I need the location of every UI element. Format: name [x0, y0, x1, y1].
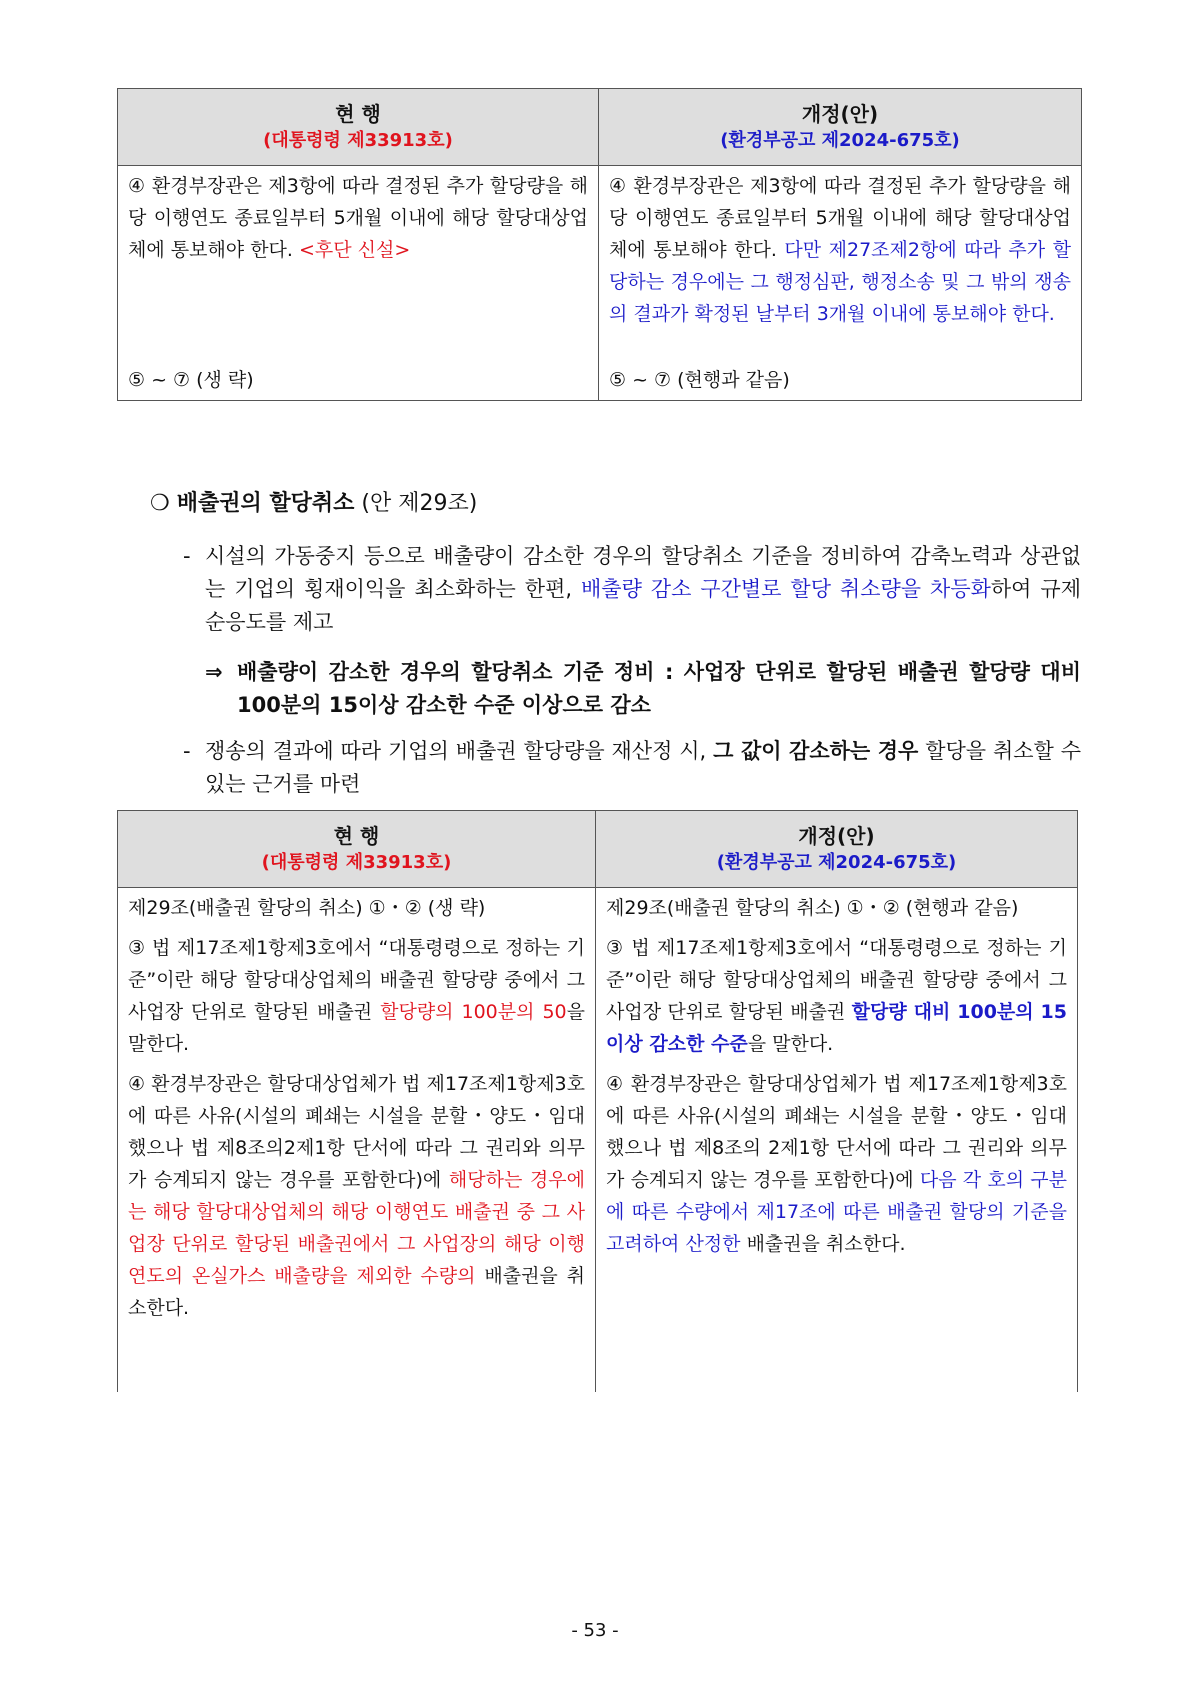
amended-text: 다만 제27조제2항에 따라 추가 할당하는 경우에는 그 행정심판, 행정소송 및 그 밖의 쟁송의 결과가 확정된 날부터 3개월 이내에 통보해야 한다.: [609, 239, 1071, 325]
clause-4-amendment: ④ 환경부장관은 할당대상업체가 법 제17조제1항제3호에 따른 사유(시설의 폐쇄는 시설을 분할・양도・임대했으나 법 제8조의 2제1항 단서에 따라 그 권리와 의무가 승계되지 않는 경우를 포함한다)에 다음 각 호의 구분에 따른 수량에서 제17조에 따른 배출권 할당의 기준을 고려하여 산정한 배출권을 취소한다.: [606, 1073, 1067, 1255]
comparison-table-2: [117, 810, 1078, 1392]
section-heading: [150, 487, 477, 521]
comparison-table-1: [117, 88, 1082, 401]
clause-5-7-current: ⑤ ~ ⑦ (생 략): [128, 369, 254, 391]
article-29-title-amendment: 제29조(배출권 할당의 취소) ①・② (현행과 같음): [606, 897, 1019, 919]
header-subtitle: (환경부공고 제2024-675호): [716, 852, 957, 873]
deleted-text: 할당량의 100분의 50: [380, 1001, 567, 1023]
clause-3-amendment: ③ 법 제17조제1항제3호에서 “대통령령으로 정하는 기준”이란 해당 할당대상업체의 배출권 할당량 중에서 그 사업장 단위로 할당된 배출권 할당량 대비 100분의 15이상 감소한 수준을 말한다.: [606, 937, 1067, 1055]
deleted-text: 해당하는 경우에는 해당 할당대상업체의 해당 이행연도 배출권 중 그 사업장 단위로 할당된 배출권에서 그 사업장의 해당 이행연도의 온실가스 배출량을 제외한 수량의: [128, 1169, 585, 1287]
table1-header-current: [118, 89, 599, 166]
table1-current-text: [118, 166, 599, 401]
header-subtitle: (대통령령 제33913호): [261, 852, 452, 873]
clause-4-amendment: ④ 환경부장관은 제3항에 따라 결정된 추가 할당량을 해당 이행연도 종료일부터 5개월 이내에 해당 할당대상업체에 통보해야 한다. 다만 제27조제2항에 따라 추가 할당하는 경우에는 그 행정심판, 행정소송 및 그 밖의 쟁송의 결과가 확정된 날부터 3개월 이내에 통보해야 한다.: [609, 175, 1071, 325]
table2-amendment-text: [596, 888, 1078, 1393]
table2-current-text: [118, 888, 596, 1393]
bold-text: 그 값이 감소하는 경우: [713, 739, 919, 763]
table2-header-current: [118, 811, 596, 888]
circle-bullet-icon: ❍: [150, 491, 170, 516]
table1-amendment-text: [599, 166, 1082, 401]
header-title: 개정(안): [798, 824, 875, 848]
amended-text: 다음 각 호의 구분에 따른 수량에서 제17조에 따른 배출권 할당의 기준을 고려하여 산정한: [606, 1169, 1067, 1255]
clause-4-current: ④ 환경부장관은 할당대상업체가 법 제17조제1항제3호에 따른 사유(시설의 폐쇄는 시설을 분할・양도・임대했으나 법 제8조의2제1항 단서에 따라 그 권리와 의무가 승계되지 않는 경우를 포함한다)에 해당하는 경우에는 해당 할당대상업체의 해당 이행연도 배출권 중 그 사업장 단위로 할당된 배출권에서 그 사업장의 해당 이행연도의 온실가스 배출량을 제외한 수량의 배출권을 취소한다.: [128, 1073, 585, 1319]
result-summary: 배출량이 감소한 경우의 할당취소 기준 정비 : 사업장 단위로 할당된 배출권 할당량 대비 100분의 15이상 감소한 수준 이상으로 감소: [237, 660, 1081, 717]
arrow-icon: ⇒: [205, 660, 223, 684]
new-sentence-note: <후단 신설>: [299, 239, 411, 261]
clause-3-current: ③ 법 제17조제1항제3호에서 “대통령령으로 정하는 기준”이란 해당 할당대상업체의 배출권 할당량 중에서 그 사업장 단위로 할당된 배출권 할당량의 100분의 50을 말한다.: [128, 937, 585, 1055]
page-number: - 53 -: [571, 1620, 619, 1641]
table2-header-amendment: [596, 811, 1078, 888]
header-subtitle: (환경부공고 제2024-675호): [720, 130, 960, 151]
dash-bullet: -: [183, 739, 191, 763]
section-title: 배출권의 할당취소: [176, 491, 355, 516]
header-subtitle: (대통령령 제33913호): [263, 130, 453, 151]
table1-header-amendment: [599, 89, 1082, 166]
section-reference: (안 제29조): [361, 491, 478, 516]
header-title: 현 행: [333, 824, 380, 848]
clause-4-current: ④ 환경부장관은 제3항에 따라 결정된 추가 할당량을 해당 이행연도 종료일부터 5개월 이내에 해당 할당대상업체에 통보해야 한다. <후단 신설>: [128, 175, 588, 261]
bullet-item-2: 쟁송의 결과에 따라 기업의 배출권 할당량을 재산정 시, 그 값이 감소하는 경우 할당을 취소할 수 있는 근거를 마련: [205, 739, 1081, 796]
clause-5-7-amendment: ⑤ ~ ⑦ (현행과 같음): [609, 369, 790, 391]
header-title: 개정(안): [801, 102, 879, 126]
highlight-text: 배출량 감소 구간별로 할당 취소량을 차등화: [581, 577, 991, 601]
bullet-item-1: 시설의 가동중지 등으로 배출량이 감소한 경우의 할당취소 기준을 정비하여 감축노력과 상관없는 기업의 횡재이익을 최소화하는 한편, 배출량 감소 구간별로 할당 취소량을 차등화하여 규제 순응도를 제고: [205, 544, 1081, 634]
header-title: 현 행: [335, 102, 381, 126]
amended-text: 할당량 대비 100분의 15이상 감소한 수준: [606, 1001, 1067, 1055]
article-29-title-current: 제29조(배출권 할당의 취소) ①・② (생 략): [128, 897, 486, 919]
dash-bullet: -: [183, 544, 191, 568]
